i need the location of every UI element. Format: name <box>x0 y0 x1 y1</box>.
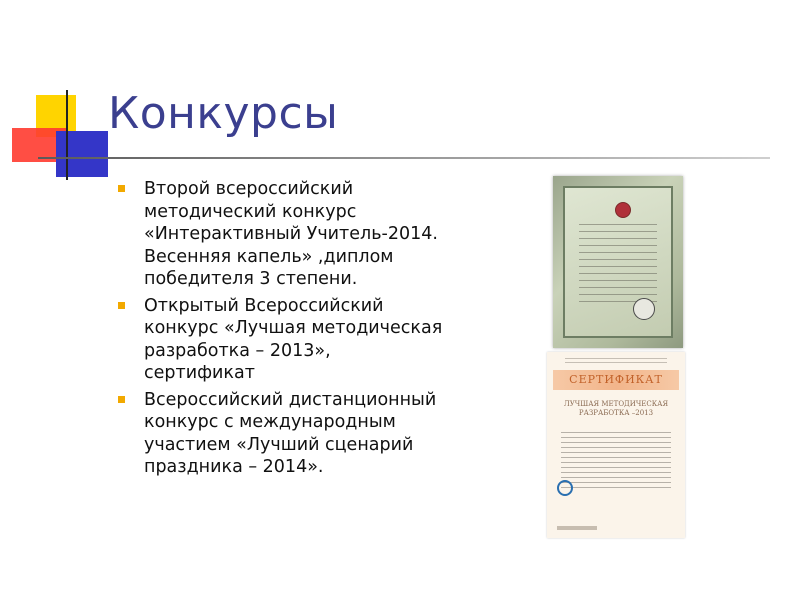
bullet-square-icon <box>118 302 125 309</box>
bullet-item <box>118 389 443 479</box>
bullet-item <box>118 295 443 385</box>
decor-blue-square <box>56 131 108 177</box>
logo-icon <box>557 480 573 496</box>
bullet-square-icon <box>118 396 125 403</box>
certificate-footer <box>557 526 597 530</box>
bullet-item <box>118 178 443 291</box>
certificate-image <box>547 352 685 538</box>
certificate-banner: СЕРТИФИКАТ <box>553 370 679 390</box>
certificate-subtitle: ЛУЧШАЯ МЕТОДИЧЕСКАЯ РАЗРАБОТКА –2013 <box>563 400 669 417</box>
bullet-text: Второй всероссийский методический конкурс «Интерактивный Учитель-2014. Весенняя капель» ,диплом победителя 3 степени. <box>144 179 438 289</box>
diploma-image <box>553 176 683 348</box>
bullet-text: Открытый Всероссийский конкурс «Лучшая методическая разработка – 2013», сертификат <box>144 295 443 383</box>
certificate-header-lines <box>565 358 667 366</box>
bullet-square-icon <box>118 185 125 192</box>
diploma-frame <box>563 186 673 338</box>
seal-icon <box>633 298 655 320</box>
diploma-text-lines <box>579 224 657 304</box>
title-underline <box>38 157 770 159</box>
certificate-text-lines <box>561 432 671 490</box>
decor-vertical-line <box>66 90 68 180</box>
bullet-text: Всероссийский дистанционный конкурс с международным участием «Лучший сценарий праздника – 2014». <box>144 389 437 477</box>
slide-title: Конкурсы <box>108 88 339 139</box>
bullet-list <box>118 178 443 483</box>
emblem-icon <box>615 202 631 218</box>
